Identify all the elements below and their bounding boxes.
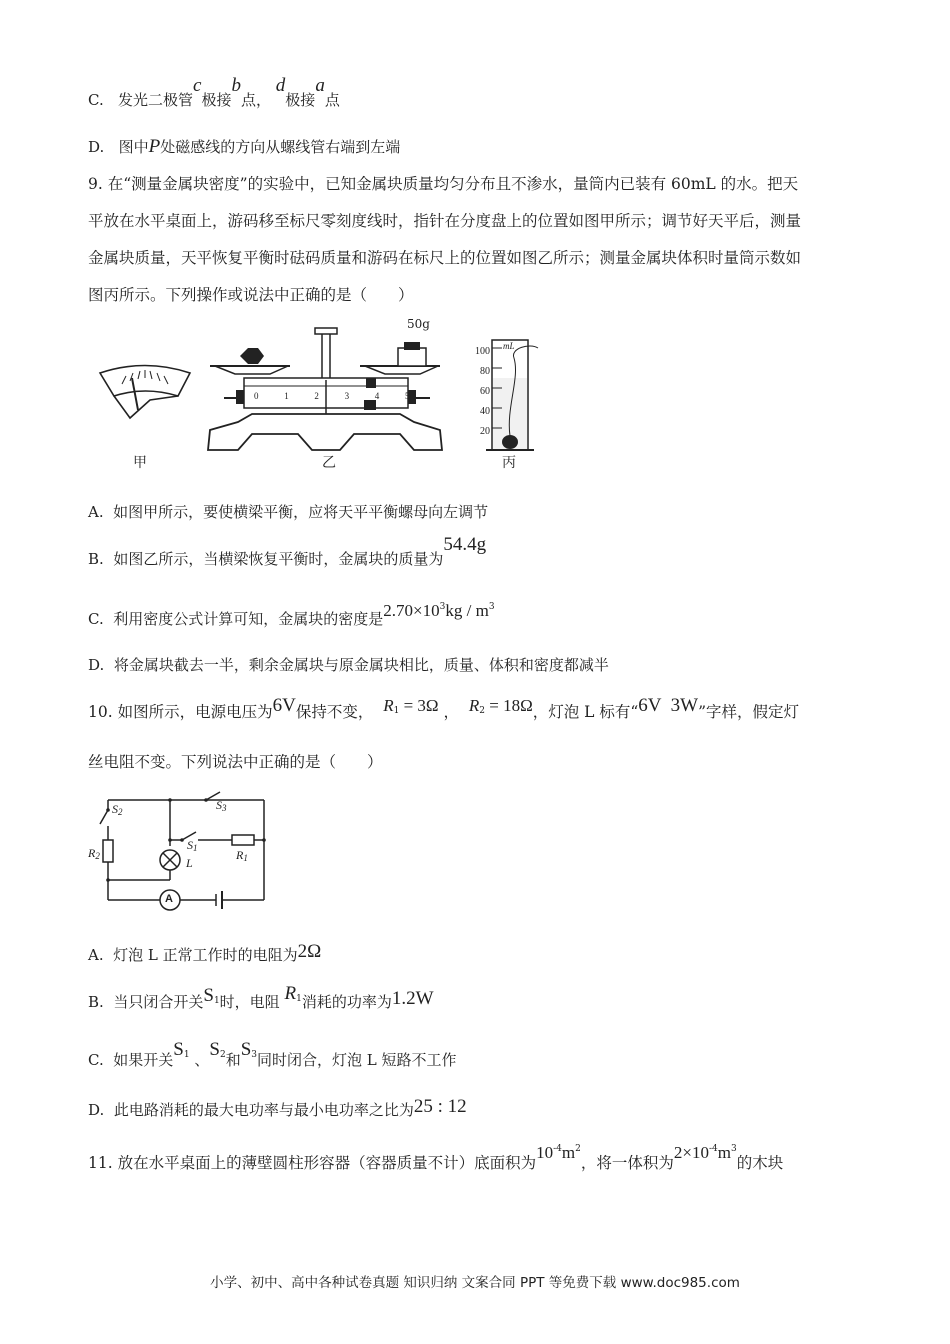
q9-stem-line: 平放在水平桌面上，游码移至标尺零刻度线时，指针在分度盘上的位置如图甲所示；调节好天平后，测量 [88, 212, 802, 230]
scale-tick: 1 [284, 391, 289, 401]
q8-option-d: D. 图中P处磁感线的方向从螺线管右端到左端 [88, 136, 401, 157]
q9-stem-line: 9. 在“测量金属块密度”的实验中，已知金属块质量均匀分布且不渗水，量筒内已装有 60mL 的水。把天 [88, 175, 799, 193]
q10-option-d: D. 此电路消耗的最大电功率与最小电功率之比为25 : 12 [88, 1096, 467, 1119]
scale-ticks [254, 391, 414, 401]
page-footer[interactable]: 小学、初中、高中各种试卷真题 知识归纳 文案合同 PPT 等免费下载 www.doc985.com [210, 1275, 740, 1291]
label-r2: $R_2$ [88, 846, 100, 861]
q9-stem-line: 金属块质量，天平恢复平衡时砝码质量和游码在标尺上的位置如图乙所示；测量金属块体积时量筒示数如 [88, 249, 802, 267]
label-lamp: L [186, 856, 193, 870]
q9-option-c: C. 利用密度公式计算可知，金属块的密度是$2.70\times 10^3kg / m^3$ [88, 601, 495, 628]
cylinder-tick: 40 [480, 406, 490, 417]
q10-option-b: B. 当只闭合开关$S_1$时，电阻 $R_1$消耗的功率为1.2W [88, 983, 434, 1011]
cylinder-tick: 80 [480, 366, 490, 377]
label-s3: $S_3$ [216, 798, 227, 813]
q11-stem-line: 11. 放在水平桌面上的薄壁圆柱形容器（容器质量不计）底面积为$10^{-4}m^2$，将一体积为$2\times 10^{-4}m^3$的木块 [88, 1143, 784, 1172]
q10-stem-line: 10. 如图所示，电源电压为6V保持不变， $R_1 = 3\Omega$ ， $R_2 = 18\Omega$，灯泡 L 标有“6V 3W”字样，假定灯 [88, 695, 800, 721]
weight-label: 50g [407, 317, 430, 331]
label-ammeter: A [165, 893, 173, 905]
caption-bing: 丙 [502, 455, 516, 471]
q10-stem-line: 丝电阻不变。下列说法中正确的是（ ） [88, 753, 383, 771]
q9-option-d: D. 将金属块截去一半，剩余金属块与原金属块相比，质量、体积和密度都减半 [88, 656, 609, 674]
scale-tick: 5g [404, 391, 414, 401]
graduated-cylinder [486, 340, 538, 450]
q10-option-a: A. 灯泡 L 正常工作时的电阻为2Ω [88, 941, 322, 964]
q9-option-b: B. 如图乙所示，当横梁恢复平衡时，金属块的质量为54.4g [88, 534, 487, 568]
q8-option-c: C. 发光二极管c极接b点， d极接a点 [88, 75, 340, 109]
scale-tick: 2 [314, 391, 319, 401]
cylinder-tick: 60 [480, 386, 490, 397]
label-r1: $R_1$ [236, 848, 248, 863]
cylinder-tick: 20 [480, 426, 490, 437]
label-s1: $S_1$ [187, 838, 198, 853]
pointer-dial [100, 366, 190, 419]
caption-jia: 甲 [133, 455, 147, 471]
q9-option-a: A. 如图甲所示，要使横梁平衡，应将天平平衡螺母向左调节 [88, 503, 489, 521]
cylinder-tick: 100 [475, 346, 490, 357]
balance [208, 328, 442, 450]
scale-tick: 4 [374, 391, 380, 401]
scale-tick: 0 [254, 391, 259, 401]
cylinder-unit: mL [503, 341, 515, 351]
caption-yi: 乙 [322, 455, 336, 471]
scale-tick: 3 [344, 391, 350, 401]
q9-stem-line: 图丙所示。下列操作或说法中正确的是（ ） [88, 286, 414, 304]
cylinder-ticks [470, 342, 490, 442]
q10-option-c: C. 如果开关$S_1$ 、$S_2$和$S_3$同时闭合，灯泡 L 短路不工作 [88, 1039, 457, 1069]
label-s2: $S_2$ [112, 802, 123, 817]
